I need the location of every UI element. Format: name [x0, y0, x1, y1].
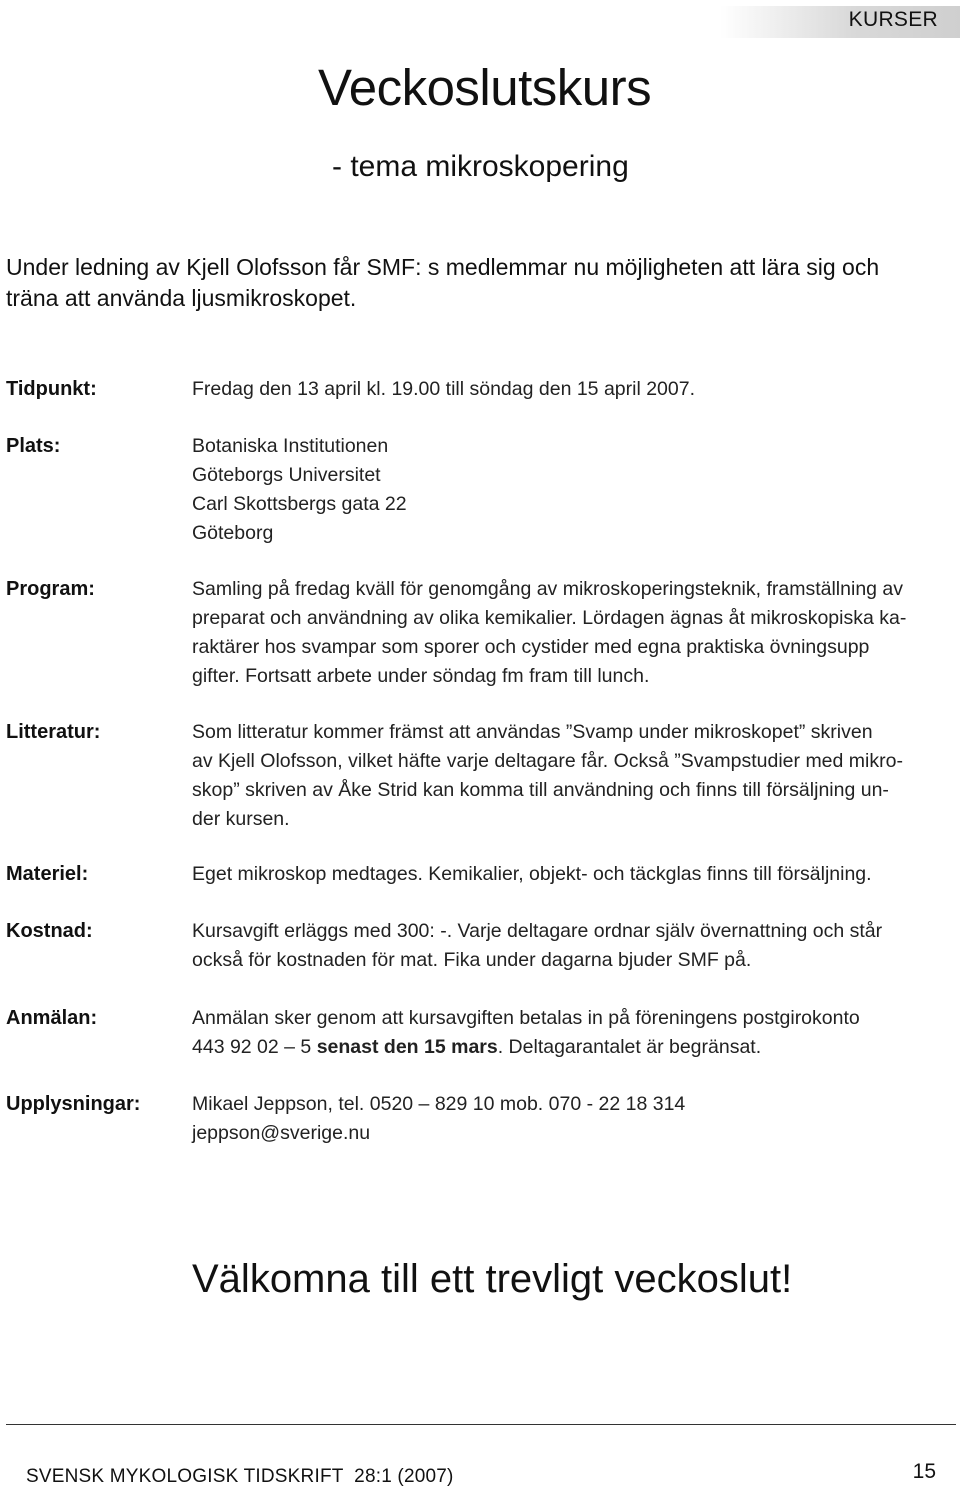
litteratur-label: Litteratur:	[6, 721, 101, 743]
anmalan-account: 443 92 02 – 5	[192, 1036, 317, 1058]
plats-line: Botaniska Institutionen	[192, 435, 389, 457]
program-label: Program:	[6, 578, 95, 600]
tidpunkt-text: Fredag den 13 april kl. 19.00 till söndag den 15 april 2007.	[192, 378, 696, 400]
litteratur-line: der kursen.	[192, 808, 290, 830]
anmalan-deadline: senast den 15 mars	[316, 1036, 498, 1058]
upplysningar-email[interactable]: jeppson@sverige.nu	[192, 1122, 371, 1144]
page-subtitle: - tema mikroskopering	[332, 150, 629, 183]
anmalan-line	[192, 1033, 956, 1062]
materiel-value	[192, 860, 956, 889]
plats-label: Plats:	[6, 435, 61, 457]
upplysningar-value	[192, 1090, 956, 1148]
footer-journal: SVENSK MYKOLOGISK TIDSKRIFT 28:1 (2007)	[26, 1466, 454, 1487]
litteratur-value	[192, 718, 956, 834]
section-label: KURSER	[848, 8, 938, 31]
program-value	[192, 575, 956, 691]
kostnad-line: också för kostnaden för mat. Fika under dagarna bjuder SMF på.	[192, 949, 752, 971]
kostnad-value	[192, 917, 956, 975]
anmalan-label: Anmälan:	[6, 1007, 98, 1029]
kostnad-line: Kursavgift erläggs med 300: -. Varje deltagare ordnar själv övernattning och står	[192, 920, 883, 942]
welcome-text: Välkomna till ett trevligt veckoslut!	[192, 1257, 793, 1301]
litteratur-line: Som litteratur kommer främst att användas ”Svamp under mikroskopet” skriven	[192, 721, 873, 743]
program-line: Samling på fredag kväll för genomgång av mikroskoperingsteknik, framställning av	[192, 578, 904, 600]
program-line: preparat och användning av olika kemikalier. Lördagen ägnas åt mikroskopiska ka-	[192, 607, 907, 629]
materiel-label: Materiel:	[6, 863, 89, 885]
intro-line: träna att använda ljusmikroskopet.	[6, 285, 357, 311]
anmalan-line: Anmälan sker genom att kursavgiften betalas in på föreningens postgirokonto	[192, 1007, 860, 1029]
tidpunkt-value	[192, 375, 956, 404]
kostnad-label: Kostnad:	[6, 920, 93, 942]
program-line: gifter. Fortsatt arbete under söndag fm fram till lunch.	[192, 665, 650, 687]
anmalan-value	[192, 1004, 956, 1062]
page-number: 15	[912, 1460, 936, 1483]
litteratur-line: skop” skriven av Åke Strid kan komma till användning och finns till försäljning un-	[192, 779, 889, 801]
program-line: raktärer hos svampar som sporer och cystider med egna praktiska övningsupp	[192, 636, 870, 658]
tidpunkt-label: Tidpunkt:	[6, 378, 97, 400]
materiel-text: Eget mikroskop medtages. Kemikalier, objekt- och täckglas finns till försäljning.	[192, 863, 872, 885]
litteratur-line: av Kjell Olofsson, vilket häfte varje deltagare får. Också ”Svampstudier med mikro-	[192, 750, 903, 772]
page-title: Veckoslutskurs	[318, 59, 652, 116]
intro-paragraph	[6, 252, 956, 314]
intro-line: Under ledning av Kjell Olofsson får SMF: s medlemmar nu möjligheten att lära sig och	[6, 254, 880, 280]
footer-divider	[6, 1424, 956, 1425]
upplysningar-label: Upplysningar:	[6, 1093, 141, 1115]
plats-line: Göteborgs Universitet	[192, 464, 381, 486]
plats-value	[192, 432, 956, 548]
plats-line: Carl Skottsbergs gata 22	[192, 493, 407, 515]
anmalan-note: . Deltagarantalet är begränsat.	[497, 1036, 762, 1058]
upplysningar-contact: Mikael Jeppson, tel. 0520 – 829 10 mob. 070 - 22 18 314	[192, 1093, 686, 1115]
plats-line: Göteborg	[192, 522, 274, 544]
